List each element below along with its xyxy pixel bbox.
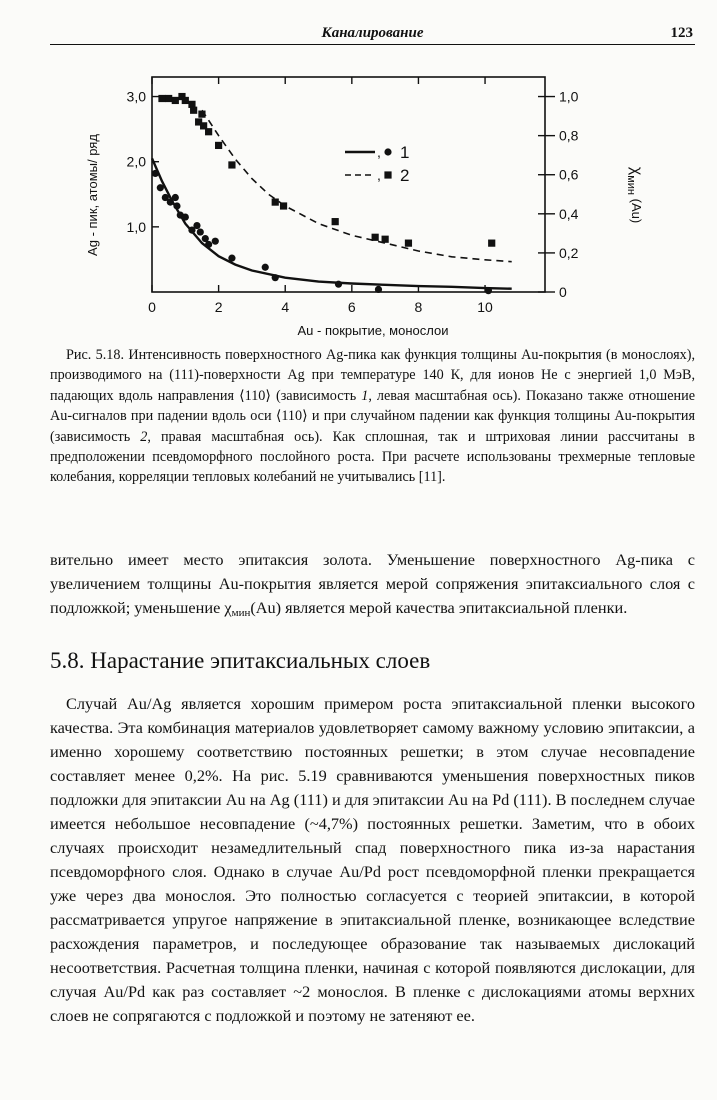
- body-paragraph-continued: [50, 548, 695, 625]
- data-point-square: [165, 95, 172, 102]
- data-point-circle: [375, 286, 382, 293]
- x-tick-label: 10: [477, 299, 493, 315]
- y-right-tick-label: 0,2: [559, 244, 579, 261]
- data-points: [152, 93, 496, 294]
- legend-comma: ,: [377, 167, 381, 183]
- data-point-circle: [173, 202, 180, 209]
- data-point-square: [198, 111, 205, 118]
- data-point-square: [405, 240, 412, 247]
- x-tick-label: 2: [214, 299, 223, 315]
- chart-legend: [345, 143, 409, 185]
- data-point-square: [272, 198, 279, 205]
- data-point-circle: [262, 264, 269, 271]
- data-point-circle: [205, 241, 212, 248]
- data-point-square: [280, 202, 287, 209]
- data-point-square: [488, 240, 495, 247]
- x-axis-label: Au - покрытие, монослои: [297, 323, 449, 338]
- curve-dashed-2: [202, 110, 512, 262]
- legend-marker-circle: [384, 148, 391, 155]
- data-point-circle: [193, 222, 200, 229]
- data-point-square: [190, 107, 197, 114]
- data-point-circle: [157, 184, 164, 191]
- y-left-tick-label: 1,0: [126, 218, 146, 235]
- data-point-square: [182, 97, 189, 104]
- data-point-square: [215, 142, 222, 149]
- y-right-tick-label: 0,6: [559, 166, 579, 183]
- y-left-tick-label: 2,0: [126, 153, 146, 170]
- data-point-square: [332, 218, 339, 225]
- data-point-circle: [182, 213, 189, 220]
- para1-text-b: (Au) является мерой качества эпитаксиальной пленки.: [250, 598, 628, 617]
- page-header: [50, 22, 695, 45]
- caption-part-3: , правая масштабная ось). Как сплошная, так и штриховая линии рассчитаны в предположении псевдоморфного послойного роста. При расчете использованы трехмерные тепловые колебания, корреляции тепловых колебаний не учитывались [11].: [50, 428, 695, 486]
- data-point-circle: [212, 238, 219, 245]
- body-paragraph-section: Случай Au/Ag является хорошим примером роста эпитаксиальной пленки высокого качества. Эта комбинация материалов удовлетворяет самому важному условию эпитаксии, а именно хорошему соответствию постоянных решетки; в этом случае несовпадение составляет менее 0,2%. На рис. 5.19 сравниваются уменьшения поверхностных пиков подложки для эпитаксии Au на Ag (111) и для эпитаксии Au на Pd (111). В последнем случае имеется небольшое несовпадение (~4,7%) постоянных решетки. Заметим, что в обоих случаях происходит незамедлительный спад поверхностного пика из-за нарастания псевдоморфного слоя. Однако в случае Au/Pd рост псевдоморфной пленки прекращается уже через два монослоя. Это полностью согласуется с теорией эпитаксии, в которой рассматривается упругое напряжение в эпитаксиальной пленке, возникающее вследствие расхождения параметров, и последующее образование так называемых дислокаций несоответствия. Расчетная толщина пленки, начиная с которой появляются дислокации, для случая Au/Pd как раз составляет ~2 монослоя. В пленке с дислокациями атомы верхних слоев не сопрягаются с подложкой и поэтому не затеняют ее.: [50, 694, 695, 1025]
- caption-curve-ref-2: 2: [140, 428, 148, 445]
- data-point-square: [158, 95, 165, 102]
- data-point-circle: [272, 274, 279, 281]
- y-right-axis-label-symbol: χ: [628, 166, 645, 176]
- x-tick-label: 6: [347, 299, 356, 315]
- calculated-curves: [152, 110, 512, 289]
- legend-label: 2: [400, 166, 410, 185]
- y-right-axis-ticks: [538, 89, 579, 300]
- caption-part-2: , левая масштабная ось). Показано также отношение Au-сигналов при падении вдоль оси ⟨110⟩ и при случайном падении как функция толщины Au-покрытия (зависимость: [50, 387, 695, 445]
- data-point-circle: [197, 228, 204, 235]
- caption-part-1: Рис. 5.18. Интенсивность поверхностного Ag-пика как функция толщины Au-покрытия (в монослоях), производимого на (111)-поверхности Ag при температуре 140 К, для ионов Не с энергией 1,0 МэВ, падающих вдоль направления ⟨110⟩ (зависимость: [50, 347, 695, 404]
- y-right-axis-label-subscript: мин: [625, 175, 637, 196]
- y-left-axis-label: Ag - пик, атомы/ ряд: [85, 134, 100, 256]
- channeling-figure: [80, 72, 680, 342]
- data-point-circle: [228, 255, 235, 262]
- running-title: Каналирование: [321, 25, 424, 41]
- y-right-tick-label: 1,0: [559, 88, 579, 105]
- y-left-tick-label: 3,0: [126, 88, 146, 105]
- data-point-square: [382, 236, 389, 243]
- data-point-circle: [172, 194, 179, 201]
- data-point-circle: [485, 287, 492, 294]
- y-right-tick-label: 0,4: [559, 205, 579, 222]
- data-point-square: [228, 161, 235, 168]
- data-point-circle: [335, 281, 342, 288]
- x-tick-label: 0: [148, 299, 156, 315]
- data-point-square: [205, 128, 212, 135]
- page-number: 123: [670, 25, 693, 41]
- x-tick-label: 4: [281, 299, 290, 315]
- x-tick-label: 8: [414, 299, 423, 315]
- data-point-circle: [152, 170, 159, 177]
- legend-label: 1: [400, 143, 410, 162]
- caption-curve-ref-1: 1: [361, 387, 369, 404]
- figure-caption: [50, 345, 695, 488]
- section-heading: 5.8. Нарастание эпитаксиальных слоев: [50, 648, 431, 673]
- para1-text-a: вительно имеет место эпитаксия золота. Уменьшение поверхностного Ag-пика с увеличением толщины Au-покрытия является мерой сопряжения эпитаксиального слоя с подложкой; уменьшение χ: [50, 550, 695, 617]
- y-right-tick-label: 0,8: [559, 127, 579, 144]
- data-point-square: [372, 234, 379, 241]
- y-right-tick-label: 0: [559, 284, 567, 300]
- legend-comma: ,: [377, 144, 381, 160]
- legend-marker-square: [384, 171, 391, 178]
- y-right-axis-label: [625, 167, 645, 223]
- y-right-axis-label-tail: (Au): [629, 195, 644, 224]
- data-point-square: [172, 97, 179, 104]
- para1-subscript: мин: [231, 607, 251, 619]
